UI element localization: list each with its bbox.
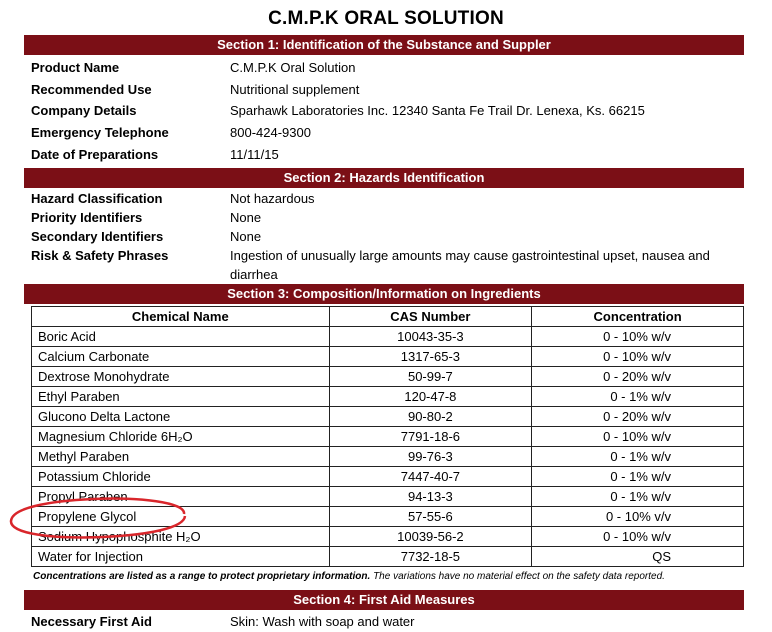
table-row (32, 407, 744, 427)
field-value: Nutritional supplement (230, 82, 360, 97)
field-value: None (230, 229, 262, 244)
field-value: Sparhawk Laboratories Inc. 12340 Santa Fe Trail Dr. Lenexa, Ks. 66215 (230, 103, 645, 118)
concentration-cell: 0 - 1% w/v (532, 487, 744, 507)
table-row (32, 347, 744, 367)
field-label: Priority Identifiers (31, 210, 143, 225)
concentration-footnote (33, 571, 665, 582)
concentration-cell: 0 - 20% w/v (532, 407, 744, 427)
table-row (32, 427, 744, 447)
concentration-cell: 0 - 1% w/v (532, 387, 744, 407)
chemical-name-cell: Dextrose Monohydrate (32, 367, 330, 387)
chemical-name-cell: Calcium Carbonate (32, 347, 330, 367)
chemical-name-cell: Methyl Paraben (32, 447, 330, 467)
footnote-bold: Concentrations are listed as a range to protect proprietary information. (33, 571, 371, 582)
section-2-header: Section 2: Hazards Identification (24, 168, 744, 188)
field-label: Recommended Use (31, 82, 152, 97)
document-title: C.M.P.K ORAL SOLUTION (268, 8, 504, 29)
cas-number-cell: 7447-40-7 (329, 467, 532, 487)
section-1-header: Section 1: Identification of the Substance and Suppler (24, 35, 744, 55)
column-header-concentration: Concentration (532, 307, 744, 327)
field-value: Skin: Wash with soap and water (230, 614, 415, 629)
table-header-row (32, 307, 744, 327)
cas-number-cell: 99-76-3 (329, 447, 532, 467)
table-row (32, 447, 744, 467)
cas-number-cell: 57-55-6 (329, 507, 532, 527)
field-label: Secondary Identifiers (31, 229, 164, 244)
highlight-circle-annotation (8, 492, 188, 542)
chemical-name-cell: Water for Injection (32, 547, 330, 567)
cas-number-cell: 10043-35-3 (329, 327, 532, 347)
chemical-name-cell: Glucono Delta Lactone (32, 407, 330, 427)
field-label: Date of Preparations (31, 147, 159, 162)
field-label: Risk & Safety Phrases (31, 248, 169, 263)
table-row (32, 327, 744, 347)
concentration-cell: 0 - 10% w/v (532, 347, 744, 367)
cas-number-cell: 90-80-2 (329, 407, 532, 427)
highlight-circle-stroke (11, 499, 185, 538)
chemical-name-cell: Potassium Chloride (32, 467, 330, 487)
cas-number-cell: 50-99-7 (329, 367, 532, 387)
field-value: Not hazardous (230, 191, 315, 206)
concentration-cell: 0 - 10% w/v (532, 427, 744, 447)
field-label: Company Details (31, 103, 137, 118)
cas-number-cell: 7791-18-6 (329, 427, 532, 447)
chemical-name-cell: Magnesium Chloride 6H₂O (32, 427, 330, 447)
cas-number-cell: 94-13-3 (329, 487, 532, 507)
table-row (32, 367, 744, 387)
footnote-rest: The variations have no material effect on the safety data reported. (370, 571, 665, 582)
table-row (32, 467, 744, 487)
field-value: C.M.P.K Oral Solution (230, 60, 356, 75)
chemical-name-cell: Propyl Paraben (32, 487, 330, 507)
concentration-cell: 0 - 10% w/v (532, 527, 744, 547)
field-label: Emergency Telephone (31, 125, 169, 140)
concentration-cell: 0 - 1% w/v (532, 447, 744, 467)
field-value: 11/11/15 (230, 147, 279, 162)
section-4-header: Section 4: First Aid Measures (24, 590, 744, 610)
concentration-cell: QS (532, 547, 744, 567)
field-label: Product Name (31, 60, 120, 75)
chemical-name-cell: Boric Acid (32, 327, 330, 347)
field-label: Necessary First Aid (31, 614, 152, 629)
field-label: Hazard Classification (31, 191, 163, 206)
cas-number-cell: 1317-65-3 (329, 347, 532, 367)
concentration-cell: 0 - 10% w/v (532, 327, 744, 347)
column-header-cas-number: CAS Number (329, 307, 532, 327)
concentration-cell: 0 - 20% w/v (532, 367, 744, 387)
field-value: Ingestion of unusually large amounts may cause gastrointestinal upset, nausea and diarrhea (230, 248, 710, 282)
chemical-name-cell: Sodium Hypophosphite H₂O (32, 527, 330, 547)
field-value: None (230, 210, 262, 225)
chemical-name-cell: Ethyl Paraben (32, 387, 330, 407)
cas-number-cell: 120-47-8 (329, 387, 532, 407)
table-row (32, 387, 744, 407)
table-row (32, 547, 744, 567)
column-header-chemical-name: Chemical Name (32, 307, 330, 327)
cas-number-cell: 10039-56-2 (329, 527, 532, 547)
section-3-header: Section 3: Composition/Information on Ingredients (24, 284, 744, 304)
chemical-name-cell: Propylene Glycol (32, 507, 330, 527)
concentration-cell: 0 - 1% w/v (532, 467, 744, 487)
cas-number-cell: 7732-18-5 (329, 547, 532, 567)
concentration-cell: 0 - 10% v/v (532, 507, 744, 527)
field-value: 800-424-9300 (230, 125, 311, 140)
